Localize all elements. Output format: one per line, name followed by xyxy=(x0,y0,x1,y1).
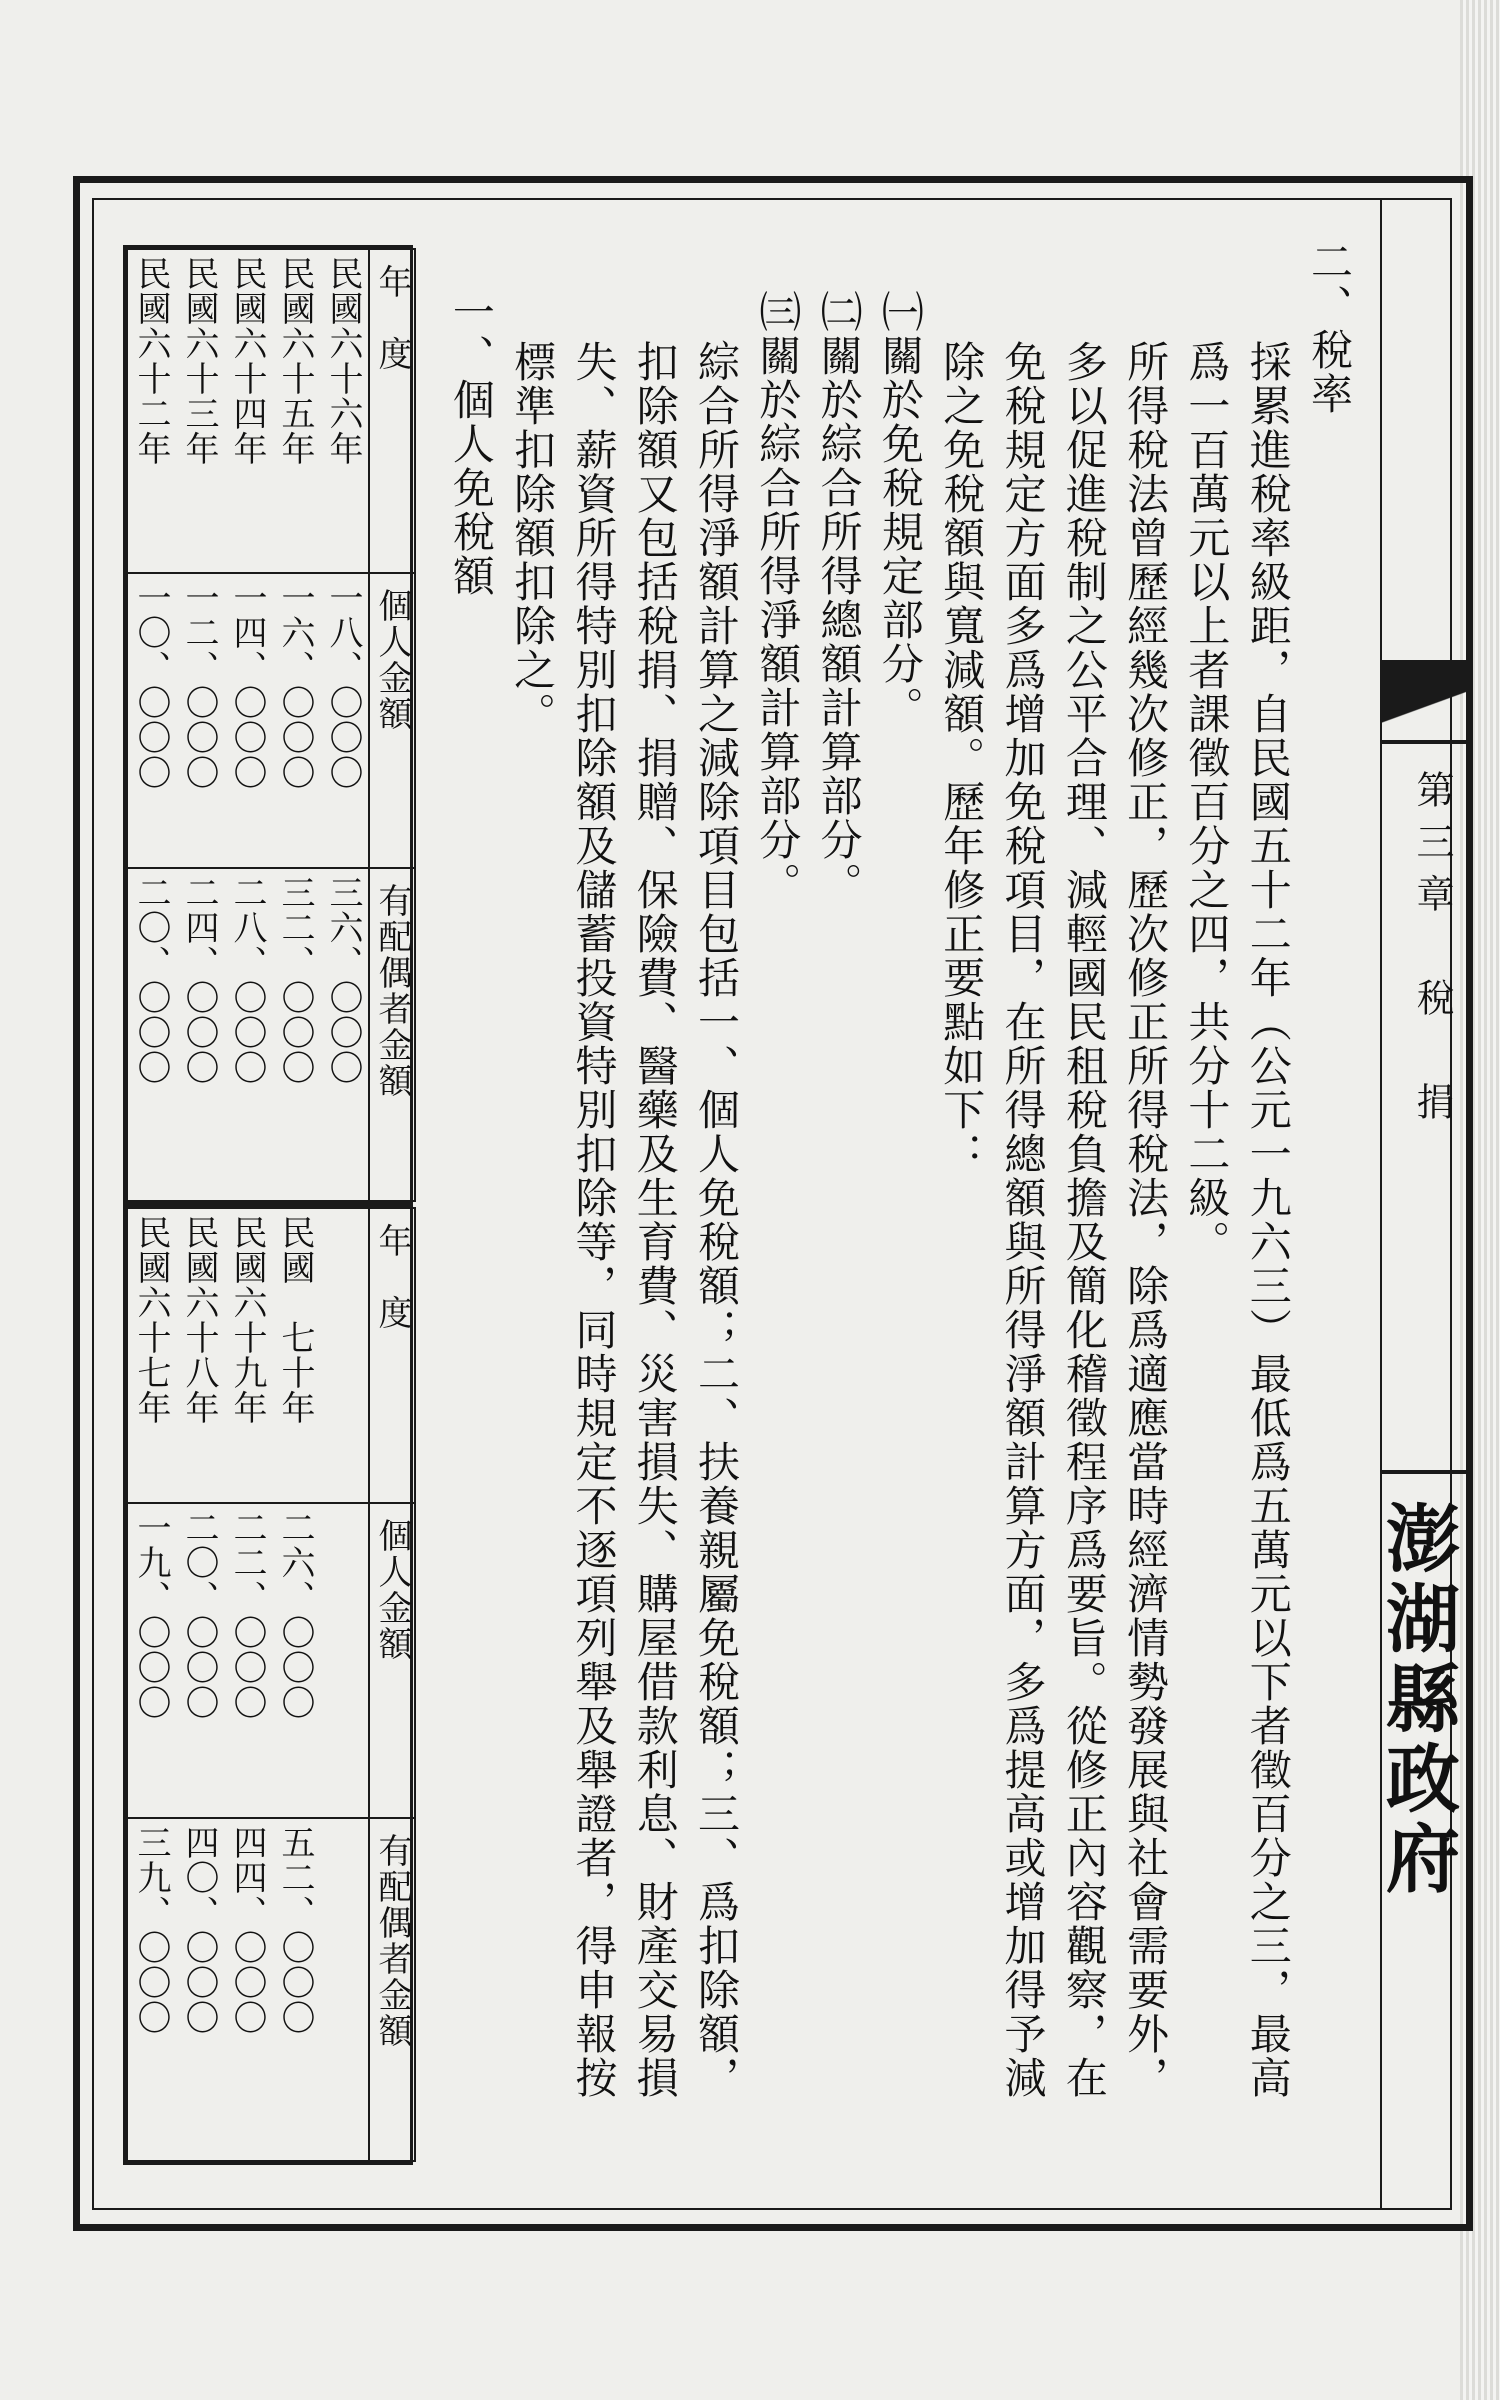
table-cell: 二〇、〇〇〇 xyxy=(179,1510,219,1721)
table-cell: 三六、〇〇〇 xyxy=(323,874,363,1085)
table-cell: 民國六十九年 xyxy=(227,1215,267,1425)
running-header xyxy=(1374,200,1472,2208)
table-cell: 民國六十二年 xyxy=(131,256,171,466)
table-cell: 一九、〇〇〇 xyxy=(131,1510,171,1721)
table-cell: 五二、〇〇〇 xyxy=(275,1824,315,2035)
table-header-spouse: 有配偶者金額 xyxy=(369,868,415,1201)
body-text xyxy=(430,240,1360,2100)
paragraph-deductions: 綜合所得淨額計算之減除項目包括一、個人免稅額；二、扶養親屬免稅額；三、爲扣除額，扣除額又包括稅捐、捐贈、保險費、醫藥及生育費、災害損失、購屋借款利息、財產交易損失、薪資所得特別扣除額及儲蓄投資特別扣除等，同時規定不逐項列舉及舉證者，得申報按標準扣除額扣除之。 xyxy=(508,340,742,2100)
table-cell: 二六、〇〇〇 xyxy=(275,1510,315,1721)
table-cell: 民國六十八年 xyxy=(179,1215,219,1425)
book-title: 澎湖縣政府 xyxy=(1374,1500,1460,1900)
table-cell: 一〇、〇〇〇 xyxy=(131,579,171,790)
table-cell: 四四、〇〇〇 xyxy=(227,1824,267,2035)
table-row-personal xyxy=(127,1503,369,1817)
paragraph-rate: 採累進稅率級距，自民國五十二年（公元一九六三）最低爲五萬元以下者徵百分之三，最高爲一百萬元以上者課徵百分之四，共分十二級。 xyxy=(1182,340,1293,2100)
list-item-2: ㈡關於綜合所得總額計算部分。 xyxy=(814,290,864,906)
list-item-3: ㈢關於綜合所得淨額計算部分。 xyxy=(753,290,803,906)
table-cell: 民國六十四年 xyxy=(227,256,267,466)
section-heading: 二、稅率 xyxy=(1305,240,1354,416)
table-row-years xyxy=(127,1208,369,1503)
table-cell: 民國六十六年 xyxy=(323,256,363,466)
table-header-year: 年 度 xyxy=(369,249,415,573)
table-row-years xyxy=(127,249,369,573)
list-item-1: ㈠關於免稅規定部分。 xyxy=(875,290,925,730)
table-row-personal xyxy=(127,573,369,868)
exemption-table-part-1 xyxy=(123,245,413,1205)
paragraph-amendments: 所得稅法曾歷經幾次修正，歷次修正所得稅法，除爲適應當時經濟情勢發展與社會需要外，多以促進稅制之公平合理、減輕國民租稅負擔及簡化稽徵程序爲要旨。從修正內容觀察，在免稅規定方面多爲增加免稅項目，在所得總額與所得淨額計算方面，多爲提高或增加得予減除之免稅額與寬減額。歷年修正要點如下： xyxy=(937,340,1171,2100)
table-header-spouse: 有配偶者金額 xyxy=(369,1818,415,2161)
table-header-personal: 個人金額 xyxy=(369,573,415,868)
table-cell: 一二、〇〇〇 xyxy=(179,579,219,790)
chapter-tab-marker xyxy=(1382,660,1472,740)
table-header-year: 年 度 xyxy=(369,1208,415,1503)
table-header-personal: 個人金額 xyxy=(369,1503,415,1817)
table-cell: 一六、〇〇〇 xyxy=(275,579,315,790)
table-cell: 二二、〇〇〇 xyxy=(227,1510,267,1721)
table-cell: 四〇、〇〇〇 xyxy=(179,1824,219,2035)
table-cell: 一八、〇〇〇 xyxy=(323,579,363,790)
table-cell: 民國 七十年 xyxy=(275,1215,315,1425)
header-rule-top xyxy=(1382,740,1472,744)
table-cell: 民國六十五年 xyxy=(275,256,315,466)
table-cell: 二〇、〇〇〇 xyxy=(131,874,171,1085)
table-row-spouse xyxy=(127,1818,369,2161)
table-cell: 二四、〇〇〇 xyxy=(179,874,219,1085)
subheading-personal-exemption: 一、個人免稅額 xyxy=(446,290,496,598)
table-cell: 一四、〇〇〇 xyxy=(227,579,267,790)
header-rule-bottom xyxy=(1382,1470,1472,1474)
table-cell: 民國六十七年 xyxy=(131,1215,171,1425)
exemption-table-part-2 xyxy=(123,1205,413,2165)
table-cell: 三二、〇〇〇 xyxy=(275,874,315,1085)
table-cell: 三九、〇〇〇 xyxy=(131,1824,171,2035)
chapter-title: 第三章 稅 捐 xyxy=(1410,770,1454,1134)
table-row-spouse xyxy=(127,868,369,1201)
table-cell: 二八、〇〇〇 xyxy=(227,874,267,1085)
table-cell: 民國六十三年 xyxy=(179,256,219,466)
